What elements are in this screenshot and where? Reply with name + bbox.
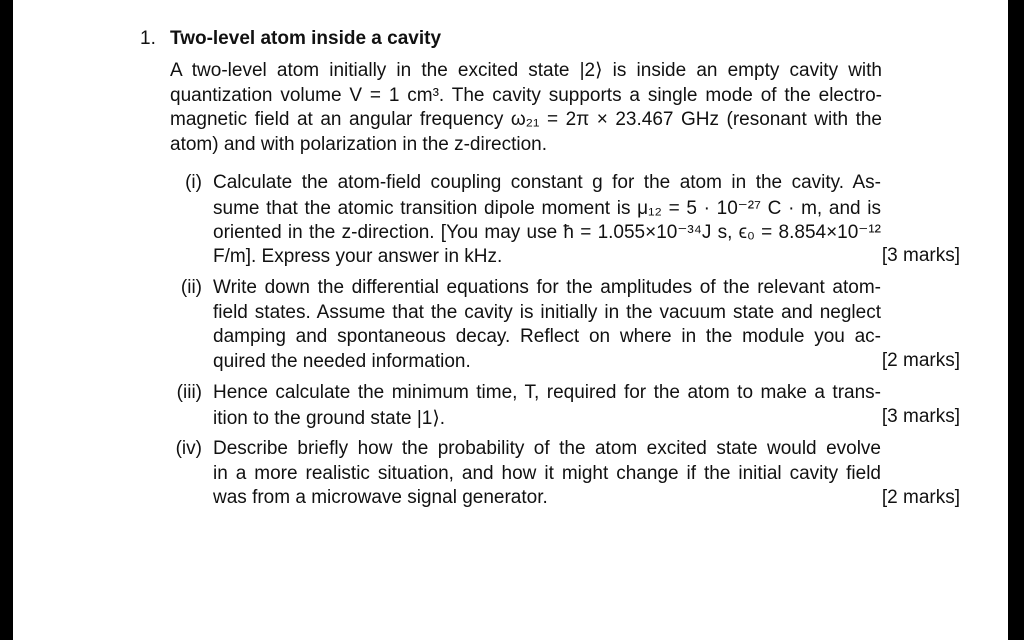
part-line: Describe briefly how the probability of the atom excited state would evolve bbox=[213, 438, 881, 459]
part-line: field states. Assume that the cavity is initially in the vacuum state and neglect bbox=[213, 301, 881, 323]
question-title: Two-level atom inside a cavity bbox=[170, 28, 442, 49]
marks-label: [2 marks] bbox=[881, 487, 960, 508]
part-line: Write down the differential equations for the amplitudes of the relevant atom- bbox=[213, 277, 881, 298]
right-frame-border bbox=[1008, 0, 1024, 640]
part-text bbox=[213, 277, 881, 375]
part-line: Calculate the atom-field coupling constant g for the atom in the cavity. As- bbox=[213, 172, 881, 193]
marks-label: [3 marks] bbox=[881, 406, 960, 427]
intro-line: A two-level atom initially in the excited state |2⟩ is inside an empty cavity with bbox=[170, 60, 882, 81]
marks-label: [2 marks] bbox=[881, 350, 960, 371]
part-line: Hence calculate the minimum time, T, required for the atom to make a trans- bbox=[213, 382, 881, 403]
part-line: F/m]. Express your answer in kHz. bbox=[213, 245, 503, 267]
part-line: quired the needed information. bbox=[213, 350, 471, 372]
part-label: (iv) bbox=[175, 438, 202, 459]
intro-line: atom) and with polarization in the z-direction. bbox=[170, 133, 548, 155]
question-intro bbox=[170, 59, 882, 157]
part-line: ition to the ground state |1⟩. bbox=[213, 407, 446, 429]
intro-line: quantization volume V = 1 cm³. The cavity supports a single mode of the electro- bbox=[170, 84, 882, 106]
intro-line: magnetic field at an angular frequency ω₂₁ = 2π × 23.467 GHz (resonant with the bbox=[170, 109, 882, 130]
part-label: (i) bbox=[185, 172, 202, 193]
question-number: 1. bbox=[140, 28, 156, 49]
part-text bbox=[213, 172, 881, 270]
marks-label: [3 marks] bbox=[881, 245, 960, 266]
part-label: (ii) bbox=[180, 277, 202, 298]
part-label: (iii) bbox=[176, 382, 202, 403]
part-line: sume that the atomic transition dipole moment is μ₁₂ = 5 · 10⁻²⁷ C · m, and is bbox=[213, 197, 881, 219]
part-text bbox=[213, 382, 881, 431]
part-line: in a more realistic situation, and how it might change if the initial cavity field bbox=[213, 462, 881, 484]
left-frame-border bbox=[0, 0, 13, 640]
part-text bbox=[213, 438, 881, 512]
part-line: was from a microwave signal generator. bbox=[213, 487, 548, 508]
part-line: damping and spontaneous decay. Reflect on where in the module you ac- bbox=[213, 326, 881, 347]
part-line: oriented in the z-direction. [You may use ħ = 1.055×10⁻³⁴J s, ϵ₀ = 8.854×10⁻¹² bbox=[213, 222, 881, 243]
